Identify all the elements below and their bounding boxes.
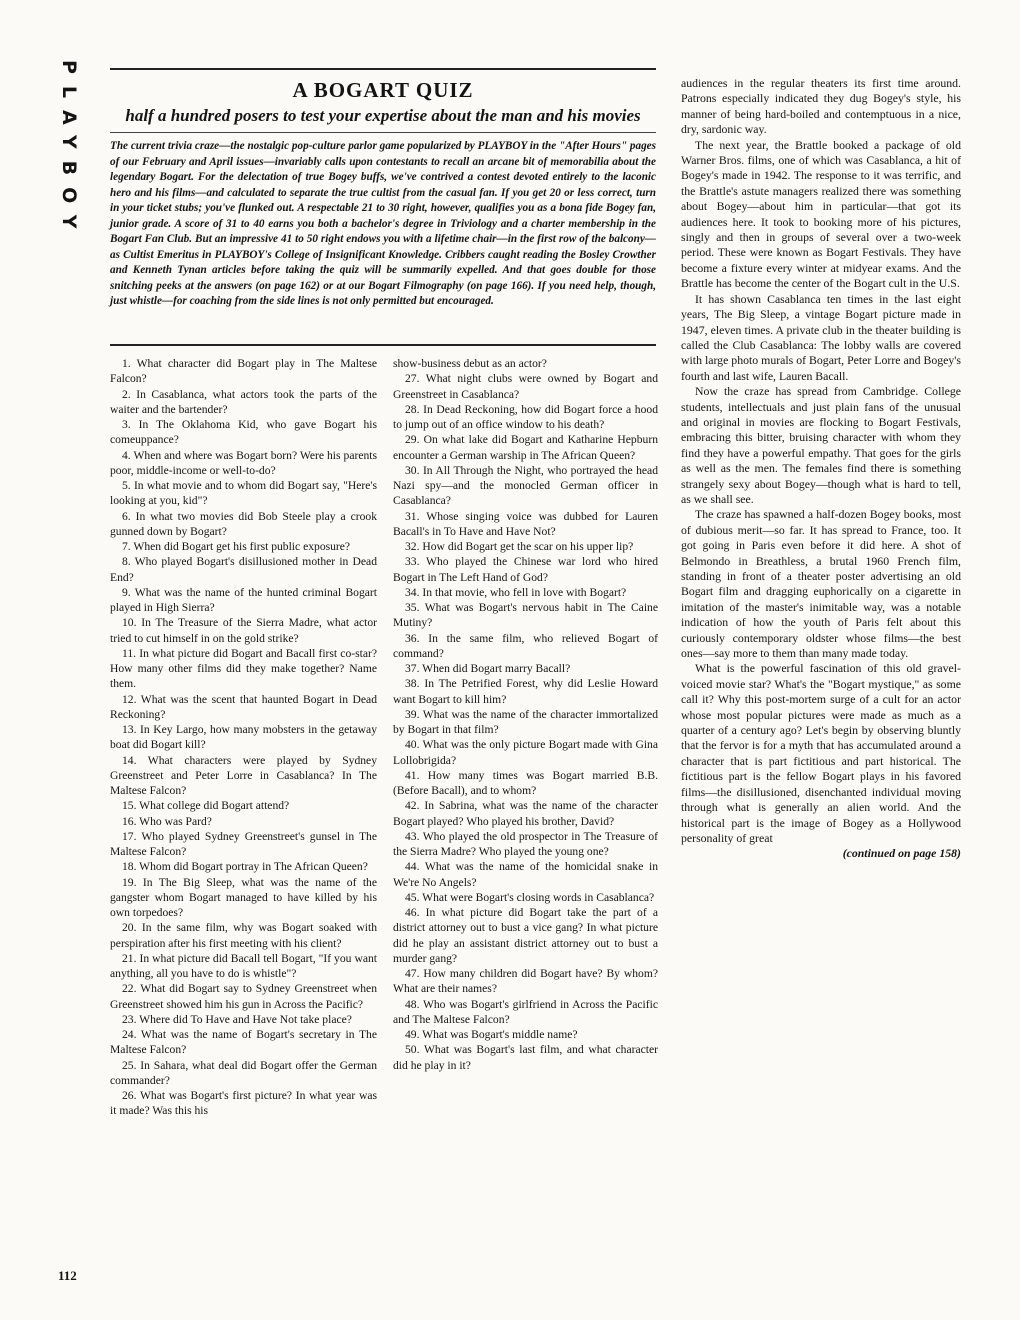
quiz-question: 26. What was Bogart's first picture? In what year was it made? Was this his — [110, 1089, 377, 1118]
quiz-subtitle: half a hundred posers to test your expertise about the man and his movies — [110, 106, 656, 133]
quiz-question: 20. In the same film, why was Bogart soaked with perspiration after his first meeting with his client? — [110, 921, 377, 950]
article-paragraph: What is the powerful fascination of this old gravel-voiced movie star? What's the "Bogart mystique," as some call it? Why this post-mortem surge of a cult for an actor whose most popular pictures were made as much as a quarter of a century ago? Let's begin by observing bluntly that the fervor is for a myth that has accumulated around a character that is part fictitious and part historical. The fictitious part is the fellow Bogart plays in his favored films—the disillusioned, disenchanted individual moving through what is generally an alien world. And the historical part is the image of Bogey as a Hollywood personality of great — [681, 661, 961, 845]
quiz-question: 14. What characters were played by Sydney Greenstreet and Peter Lorre in Casablanca? In The Maltese Falcon? — [110, 753, 377, 797]
magazine-brand — [40, 60, 80, 290]
quiz-question: 31. Whose singing voice was dubbed for Lauren Bacall's in To Have and Have Not? — [393, 509, 658, 538]
quiz-question: 4. When and where was Bogart born? Were his parents poor, middle-income or well-to-do? — [110, 448, 377, 477]
quiz-question: 2. In Casablanca, what actors took the parts of the waiter and the bartender? — [110, 387, 377, 416]
quiz-question: 45. What were Bogart's closing words in Casablanca? — [405, 890, 655, 904]
quiz-question: 24. What was the name of Bogart's secretary in The Maltese Falcon? — [110, 1028, 377, 1057]
article-paragraph: Now the craze has spread from Cambridge. College students, intellectuals and just plain fans of the unusual and original in movies are flocking to Bogart Festivals, embracing this bitter, bruising character with whom they find they have a powerful empathy. That goes for the girls as well as the men. The females find there is something strangely sexy about Bogey—though what is hard to tell, as we shall see. — [681, 384, 961, 506]
quiz-question: 34. In that movie, who fell in love with Bogart? — [405, 585, 627, 599]
quiz-title: A BOGART QUIZ — [292, 78, 474, 102]
quiz-header-box — [110, 68, 656, 346]
quiz-question: 11. In what picture did Bogart and Bacall first co-star? How many other films did they make together? Name them. — [110, 646, 377, 691]
quiz-question: 28. In Dead Reckoning, how did Bogart force a hood to jump out of an office window to his death? — [393, 402, 658, 431]
quiz-question: 29. On what lake did Bogart and Katharine Hepburn encounter a German warship in The African Queen? — [393, 433, 658, 462]
quiz-question-continued: show-business debut as an actor? — [393, 357, 547, 370]
quiz-question: 40. What was the only picture Bogart made with Gina Lollobrigida? — [393, 738, 658, 767]
quiz-question: 30. In All Through the Night, who portrayed the head Nazi spy—and the monocled German officer in Casablanca? — [393, 463, 658, 508]
quiz-questions-column-1 — [110, 356, 377, 1119]
quiz-question: 25. In Sahara, what deal did Bogart offer the German commander? — [110, 1058, 377, 1087]
quiz-question: 35. What was Bogart's nervous habit in The Caine Mutiny? — [393, 601, 658, 630]
quiz-question: 10. In The Treasure of the Sierra Madre, what actor tried to cut himself in on the gold strike? — [110, 616, 377, 645]
quiz-intro: The current trivia craze—the nostalgic pop-culture parlor game popularized by PLAYBOY in the "After Hours" pages of our February and April issues—invariably calls upon contestants to recall an arcane bit of memorabilia about the legendary Bogart. For the delectation of true Bogey buffs, we've contrived a contest devoted entirely to the laconic hero and his films—and calculated to separate the true cultist from the casual fan. If you get 20 or less correct, turn in your ticket stubs; you've flunked out. A respectable 21 to 30 right, however, qualifies you as a bona fide Bogey fan, junior grade. A score of 31 to 40 earns you both a bachelor's degree in Triviology and a charter membership in the Bogart Fan Club. But an impressive 41 to 50 right endows you with a lifetime chair—in the first row of the balcony—as Cultist Emeritus in PLAYBOY's College of Insignificant Knowledge. Cribbers caught reading the Bosley Crowther and Kenneth Tynan articles before taking the quiz will be summarily expelled. And that goes double for those snitching peeks at the answers (on page 162) or at our Bogart Filmography (on page 166). If you need help, though, just whistle—for coaching from the side lines is not only permitted but encouraged. — [110, 140, 656, 307]
quiz-question: 32. How did Bogart get the scar on his upper lip? — [405, 540, 634, 553]
quiz-question: 47. How many children did Bogart have? By whom? What are their names? — [393, 967, 658, 996]
quiz-question: 13. In Key Largo, how many mobsters in the getaway boat did Bogart kill? — [110, 723, 377, 752]
continued-notice: (continued on page 158) — [842, 846, 961, 861]
quiz-question: 5. In what movie and to whom did Bogart say, "Here's looking at you, kid"? — [110, 479, 377, 508]
quiz-question: 23. Where did To Have and Have Not take place? — [122, 1012, 352, 1026]
quiz-question: 19. In The Big Sleep, what was the name of the gangster whom Bogart managed to have killed by his own torpedoes? — [110, 875, 377, 919]
quiz-question: 16. Who was Pard? — [122, 814, 212, 828]
quiz-question: 37. When did Bogart marry Bacall? — [405, 662, 571, 675]
quiz-question: 3. In The Oklahoma Kid, who gave Bogart his comeuppance? — [110, 418, 377, 447]
quiz-question: 41. How many times was Bogart married B.B. (Before Bacall), and to whom? — [393, 768, 658, 797]
article-paragraph: The next year, the Brattle booked a package of old Warner Bros. films, one of which was Casablanca, a hit of Bogey's made in 1942. The response to it was terrific, and the Brattle's astute managers realized there was something about Bogey—about him in particular—that got its audiences here. It took to booking more of his pictures, singly and then in groups of several over a two-week period. These were known as Bogart Festivals. They have become a fixture every winter at midyear exams. And the Brattle has become the center of the Bogart cult in the U.S. — [681, 137, 961, 291]
page-number: 112 — [58, 1268, 77, 1283]
quiz-question: 18. Whom did Bogart portray in The African Queen? — [122, 860, 368, 874]
quiz-question: 46. In what picture did Bogart take the part of a district attorney out to bust a vice gang? In what picture did he play an assistant district attorney out to bust a murder gang? — [393, 906, 658, 965]
quiz-questions-column-2 — [393, 356, 658, 1073]
quiz-question: 12. What was the scent that haunted Bogart in Dead Reckoning? — [110, 692, 377, 721]
quiz-question: 22. What did Bogart say to Sydney Greenstreet when Greenstreet showed him his gun in Across the Pacific? — [110, 982, 377, 1011]
quiz-question: 7. When did Bogart get his first public exposure? — [122, 540, 351, 553]
article-paragraph: audiences in the regular theaters its first time around. Patrons especially indicated they dug Bogey's style, his manner of being hard-boiled and contemptuous in a nice, dry, sardonic way. — [681, 76, 961, 137]
quiz-question: 36. In the same film, who relieved Bogart of command? — [393, 631, 658, 660]
quiz-question: 42. In Sabrina, what was the name of the character Bogart played? Who played his brother, David? — [393, 799, 658, 828]
quiz-question: 38. In The Petrified Forest, why did Leslie Howard want Bogart to kill him? — [393, 677, 658, 706]
quiz-question: 21. In what picture did Bacall tell Bogart, "If you want anything, all you have to do is whistle"? — [110, 951, 377, 980]
quiz-question: 44. What was the name of the homicidal snake in We're No Angels? — [393, 860, 658, 889]
quiz-question: 33. Who played the Chinese war lord who hired Bogart in The Left Hand of God? — [393, 555, 658, 584]
quiz-question: 9. What was the name of the hunted criminal Bogart played in High Sierra? — [110, 585, 377, 614]
quiz-question: 15. What college did Bogart attend? — [122, 799, 290, 813]
quiz-question: 6. In what two movies did Bob Steele play a crook gunned down by Bogart? — [110, 509, 377, 538]
quiz-question: 39. What was the name of the character immortalized by Bogart in that film? — [393, 707, 658, 736]
article-paragraph: It has shown Casablanca ten times in the last eight years, The Big Sleep, a vintage Bogart picture made in 1947, eleven times. A private club in the theater building is called the Club Casablanca: The lobby walls are covered with large photo murals of Bogart, Peter Lorre and Bogey's fourth and last wife, Lauren Bacall. — [681, 291, 961, 383]
quiz-question: 27. What night clubs were owned by Bogart and Greenstreet in Casablanca? — [393, 372, 658, 401]
article-paragraph: The craze has spawned a half-dozen Bogey books, most of dubious merit—so far. It has spread to France, too. It got going in Paris even before it did here. A shot of Belmondo in Breathless, a brutal 1960 French film, standing in front of a theater poster advertising an old Bogart film and dragging euphorically on a cigarette in imitation of the master's inimitable way, was a notable indication of how the youth of Paris felt about this curiously contemporary oldster whose films—the best ones—say more to them than many made today. — [681, 507, 961, 661]
brand-text: PLAYBOY — [58, 60, 80, 241]
quiz-question: 8. Who played Bogart's disillusioned mother in Dead End? — [110, 555, 377, 584]
quiz-question: 17. Who played Sydney Greenstreet's gunsel in The Maltese Falcon? — [110, 829, 377, 858]
article-column — [681, 76, 961, 862]
quiz-question: 50. What was Bogart's last film, and what character did he play in it? — [393, 1043, 658, 1072]
quiz-question: 48. Who was Bogart's girlfriend in Across the Pacific and The Maltese Falcon? — [393, 997, 658, 1026]
quiz-question: 43. Who played the old prospector in The Treasure of the Sierra Madre? Who played the young one? — [393, 829, 658, 858]
quiz-question: 49. What was Bogart's middle name? — [405, 1028, 578, 1041]
quiz-question: 1. What character did Bogart play in The Maltese Falcon? — [110, 357, 377, 386]
